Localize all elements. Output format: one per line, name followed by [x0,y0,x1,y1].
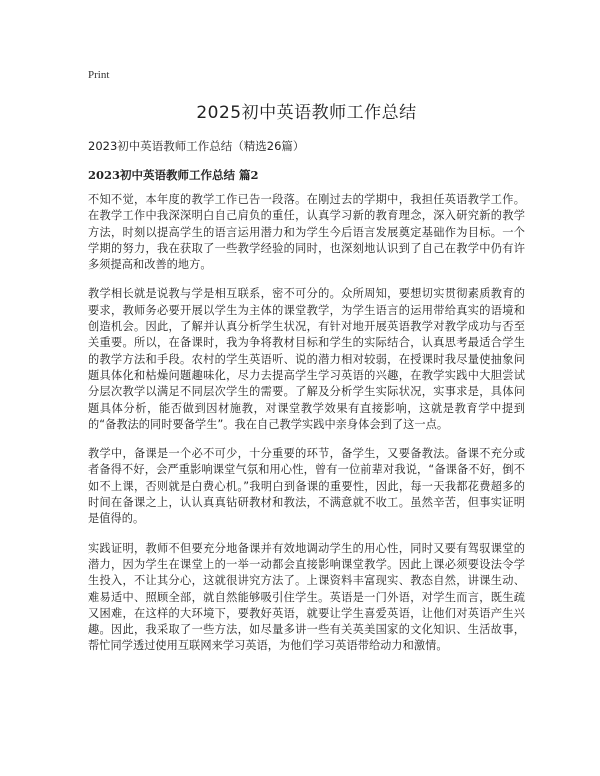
document-page [88,68,525,668]
document-subtitle: 2023初中英语教师工作总结（精选26篇） [88,139,305,153]
print-link[interactable]: Print [88,69,110,81]
paragraph-3: 教学中，备课是一个必不可少，十分重要的环节，备学生，又要备教法。备课不充分或者备得不好，会严重影响课堂气氛和用心性，曾有一位前辈对我说，“备课备不好，倒不如不上课，否则就是白费心机。”我明白到备课的重要性，因此，每一天我都花费超多的时间在备课之上，认认真真钻研教材和教法，不满意就不收工。虽然辛苦，但事实证明是值得的。 [88,447,525,526]
paragraph-4: 实践证明，教师不但要充分地备课并有效地调动学生的用心性，同时又要有驾驭课堂的潜力，因为学生在课堂上的一举一动都会直接影响课堂教学。因此上课必须要设法令学生投入，不让其分心，这就很讲究方法了。上课资料丰富现实、教态自然，讲课生动、难易适中、照顾全部，就自然能够吸引住学生。英语是一门外语，对学生而言，既生疏又困难，在这样的大环境下，要教好英语，就要让学生喜爱英语，让他们对英语产生兴趣。因此，我采取了一些方法，如尽量多讲一些有关英美国家的文化知识、生活故事，帮忙同学透过使用互联网来学习英语，为他们学习英语带给动力和激情。 [88,541,525,653]
paragraph-1: 不知不觉，本年度的教学工作已告一段落。在刚过去的学期中，我担任英语教学工作。在教学工作中我深深明白自己肩负的重任，认真学习新的教育理念，深入研究新的教学方法，时刻以提高学生的语言运用潜力和为学生今后语言发展奠定基础作为目标。一个学期的努力，我在获取了一些教学经验的同时，也深刻地认识到了自己在教学中仍有许多须提高和改善的地方。 [88,193,525,272]
page-title: 2025初中英语教师工作总结 [196,103,417,123]
paragraph-2: 教学相长就是说教与学是相互联系，密不可分的。众所周知，要想切实贯彻素质教育的要求，教师务必要开展以学生为主体的课堂教学，为学生语言的运用带给真实的语境和创造机会。因此，了解并认真分析学生状况，有针对地开展英语教学对教学成功与否至关重要。所以，在备课时，我为争将教材目标和学生的实际结合，认真思考最适合学生的教学方法和手段。农村的学生英语听、说的潜力相对较弱，在授课时我尽量使抽象问题具体化和枯燥问题趣味化，尽力去提高学生学习英语的兴趣，在教学实践中大胆尝试分层次教学以满足不同层次学生的需要。了解及分析学生实际状况，实事求是，具体问题具体分析，能否做到因材施教，对课堂教学效果有直接影响，这就是教育学中提到的“备教法的同时要备学生”。我在自己教学实践中亲身体会到了这一点。 [88,287,525,431]
section-heading: 2023初中英语教师工作总结 篇2 [88,168,259,182]
